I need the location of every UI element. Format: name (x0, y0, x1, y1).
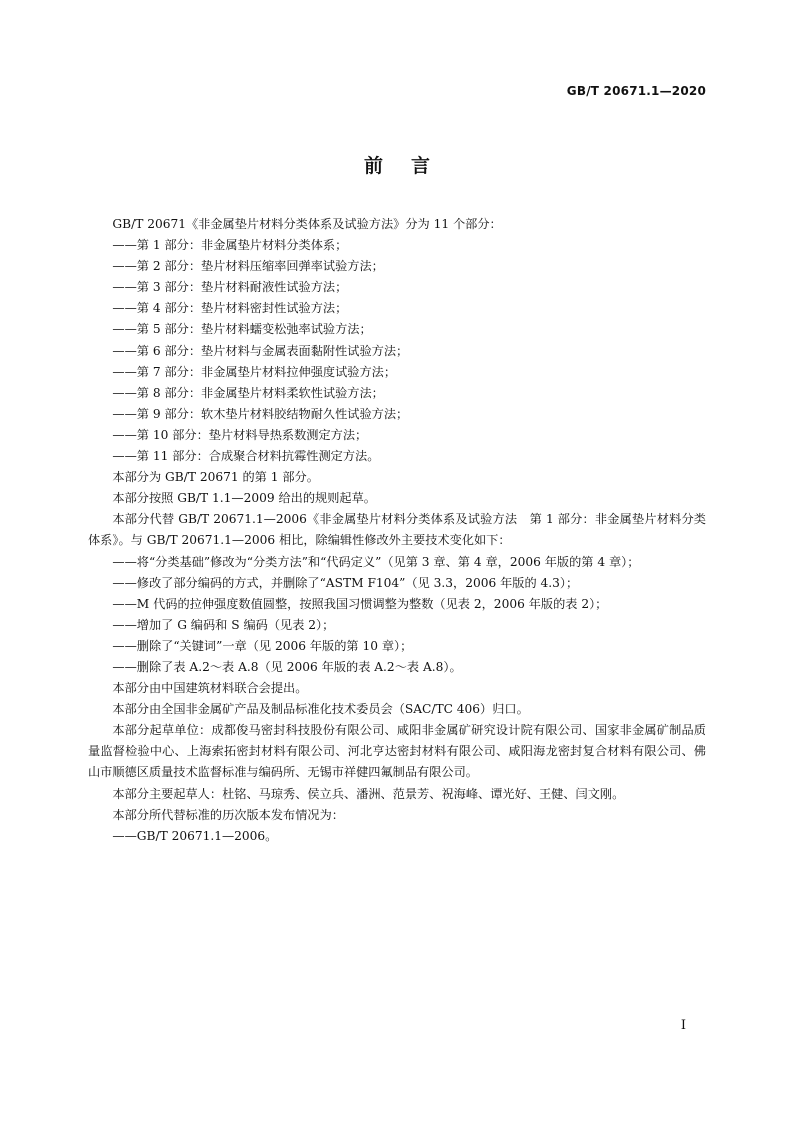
page-number: I (680, 1018, 686, 1033)
list-item: ——第 9 部分：软木垫片材料胶结物耐久性试验方法； (112, 406, 409, 421)
list-item: ——GB/T 20671.1—2006。 (112, 828, 278, 843)
list-item: ——M 代码的拉伸强度数值圆整，按照我国习惯调整为整数（见表 2，2006 年版的表 2）； (112, 596, 608, 611)
list-item: ——第 6 部分：垫片材料与金属表面黏附性试验方法； (112, 343, 409, 358)
paragraph-intro: GB/T 20671《非金属垫片材料分类体系及试验方法》分为 11 个部分： (112, 217, 502, 231)
paragraph-drafters: 本部分主要起草人：杜铭、马琼秀、侯立兵、潘洲、范景芳、祝海峰、谭光好、王健、闫文刚。 (112, 786, 625, 801)
standard-code: GB/T 20671.1—2020 (566, 84, 706, 98)
list-item: ——第 4 部分：垫片材料密封性试验方法； (112, 301, 348, 316)
list-item: ——第 10 部分：垫片材料导热系数测定方法； (112, 427, 368, 442)
foreword-body (88, 214, 706, 847)
list-item: ——第 5 部分：垫片材料蠕变松弛率试验方法； (112, 322, 372, 337)
list-item: ——第 7 部分：非金属垫片材料拉伸强度试验方法； (112, 364, 397, 379)
list-item: ——增加了 G 编码和 S 编码（见表 2）； (112, 617, 335, 632)
list-item: ——将“分类基础”修改为“分类方法”和“代码定义”（见第 3 章、第 4 章，2006 年版的第 4 章）； (112, 554, 640, 569)
list-item: ——第 1 部分：非金属垫片材料分类体系； (112, 238, 348, 253)
list-item: ——修改了部分编码的方式，并删除了“ASTM F104”（见 3.3，2006 年版的 4.3）； (112, 575, 579, 590)
list-item: ——第 3 部分：垫片材料耐液性试验方法； (112, 280, 348, 295)
paragraph-proposer: 本部分由中国建筑材料联合会提出。 (112, 681, 308, 696)
page-title: 前言 (363, 155, 458, 177)
paragraph-part-statement: 本部分为 GB/T 20671 的第 1 部分。 (112, 470, 319, 485)
paragraph-drafting-units: 本部分起草单位：成都俊马密封科技股份有限公司、咸阳非金属矿研究设计院有限公司、国家非金属矿制品质量监督检验中心、上海索拓密封材料有限公司、河北亨达密封材料有限公司、咸阳海龙密封复合材料有限公司、佛山市顺德区质量技术监督标准与编码所、无锡市祥健四氟制品有限公司。 (88, 723, 706, 780)
paragraph-replacement: 本部分代替 GB/T 20671.1—2006《非金属垫片材料分类体系及试验方法 第 1 部分：非金属垫片材料分类体系》。与 GB/T 20671.1—2006 相比，除编辑性修改外主要技术变化如下： (88, 512, 706, 548)
paragraph-drafting-rules: 本部分按照 GB/T 1.1—2009 给出的规则起草。 (112, 491, 376, 506)
list-item: ——第 11 部分：合成聚合材料抗霉性测定方法。 (112, 449, 380, 464)
list-item: ——第 2 部分：垫片材料压缩率回弹率试验方法； (112, 259, 384, 274)
paragraph-history: 本部分所代替标准的历次版本发布情况为： (112, 807, 344, 822)
paragraph-committee: 本部分由全国非金属矿产品及制品标准化技术委员会（SAC/TC 406）归口。 (112, 702, 529, 717)
list-item: ——删除了表 A.2～表 A.8（见 2006 年版的表 A.2～表 A.8）。 (112, 659, 462, 674)
list-item: ——第 8 部分：非金属垫片材料柔软性试验方法； (112, 385, 384, 400)
list-item: ——删除了“关键词”一章（见 2006 年版的第 10 章）； (112, 638, 413, 653)
